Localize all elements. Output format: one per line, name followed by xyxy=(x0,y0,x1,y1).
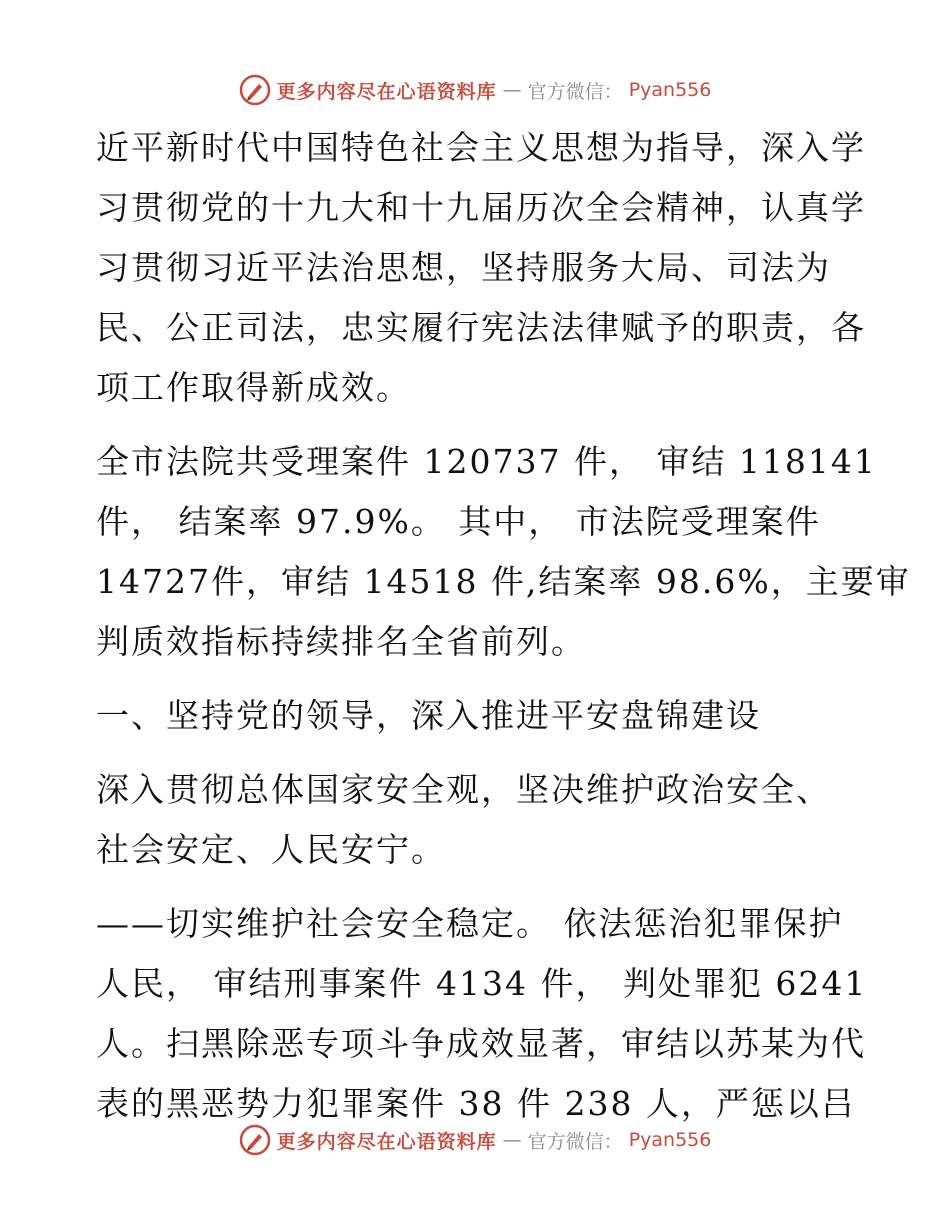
watermark-main-text: 更多内容尽在心语资料库 xyxy=(276,80,497,103)
paragraph-statistics xyxy=(96,432,911,672)
pen-logo-icon xyxy=(239,1124,271,1156)
text-line: 人民， 审结刑事案件 4134 件， 判处罪犯 6241 xyxy=(96,964,868,1003)
header-watermark xyxy=(0,70,950,110)
watermark-wechat-id: Pyan556 xyxy=(628,1129,712,1151)
pen-logo-icon xyxy=(239,74,271,106)
watermark-dash: — xyxy=(502,1129,522,1151)
text-line: 14727件，审结 14518 件,结案率 98.6%，主要审 xyxy=(96,562,911,601)
text-line: 全市法院共受理案件 120737 件， 审结 118141 xyxy=(96,442,877,481)
text-line: 民、公正司法，忠实履行宪法法律赋予的职责，各 xyxy=(96,308,866,347)
section-heading xyxy=(96,686,856,746)
watermark-sub-text: 官方微信： xyxy=(527,80,623,103)
watermark-dash: — xyxy=(502,79,522,101)
text-line: ——切实维护社会安全稳定。 依法惩治犯罪保护 xyxy=(96,904,844,943)
watermark-main-text: 更多内容尽在心语资料库 xyxy=(276,1130,497,1153)
watermark-sub-text: 官方微信： xyxy=(527,1130,623,1153)
text-line: 件， 结案率 97.9%。 其中， 市法院受理案件 xyxy=(96,502,821,541)
text-line: 一、坚持党的领导，深入推进平安盘锦建设 xyxy=(96,696,761,735)
text-line: 习贯彻党的十九大和十九届历次全会精神，认真学 xyxy=(96,188,866,227)
paragraph-intro xyxy=(96,118,866,418)
paragraph-security xyxy=(96,760,856,880)
text-line: 习贯彻习近平法治思想，坚持服务大局、司法为 xyxy=(96,248,831,287)
text-line: 社会安定、人民安宁。 xyxy=(96,830,446,869)
footer-watermark xyxy=(0,1120,950,1160)
watermark-wechat-id: Pyan556 xyxy=(628,79,712,101)
text-line: 近平新时代中国特色社会主义思想为指导，深入学 xyxy=(96,128,866,167)
document-body xyxy=(96,118,911,1134)
text-line: 项工作取得新成效。 xyxy=(96,368,411,407)
text-line: 表的黑恶势力犯罪案件 38 件 238 人，严惩以吕 xyxy=(96,1084,856,1123)
text-line: 人。扫黑除恶专项斗争成效显著，审结以苏某为代 xyxy=(96,1024,866,1063)
text-line: 深入贯彻总体国家安全观，坚决维护政治安全、 xyxy=(96,770,831,809)
paragraph-stability xyxy=(96,894,868,1134)
text-line: 判质效指标持续排名全省前列。 xyxy=(96,622,586,661)
